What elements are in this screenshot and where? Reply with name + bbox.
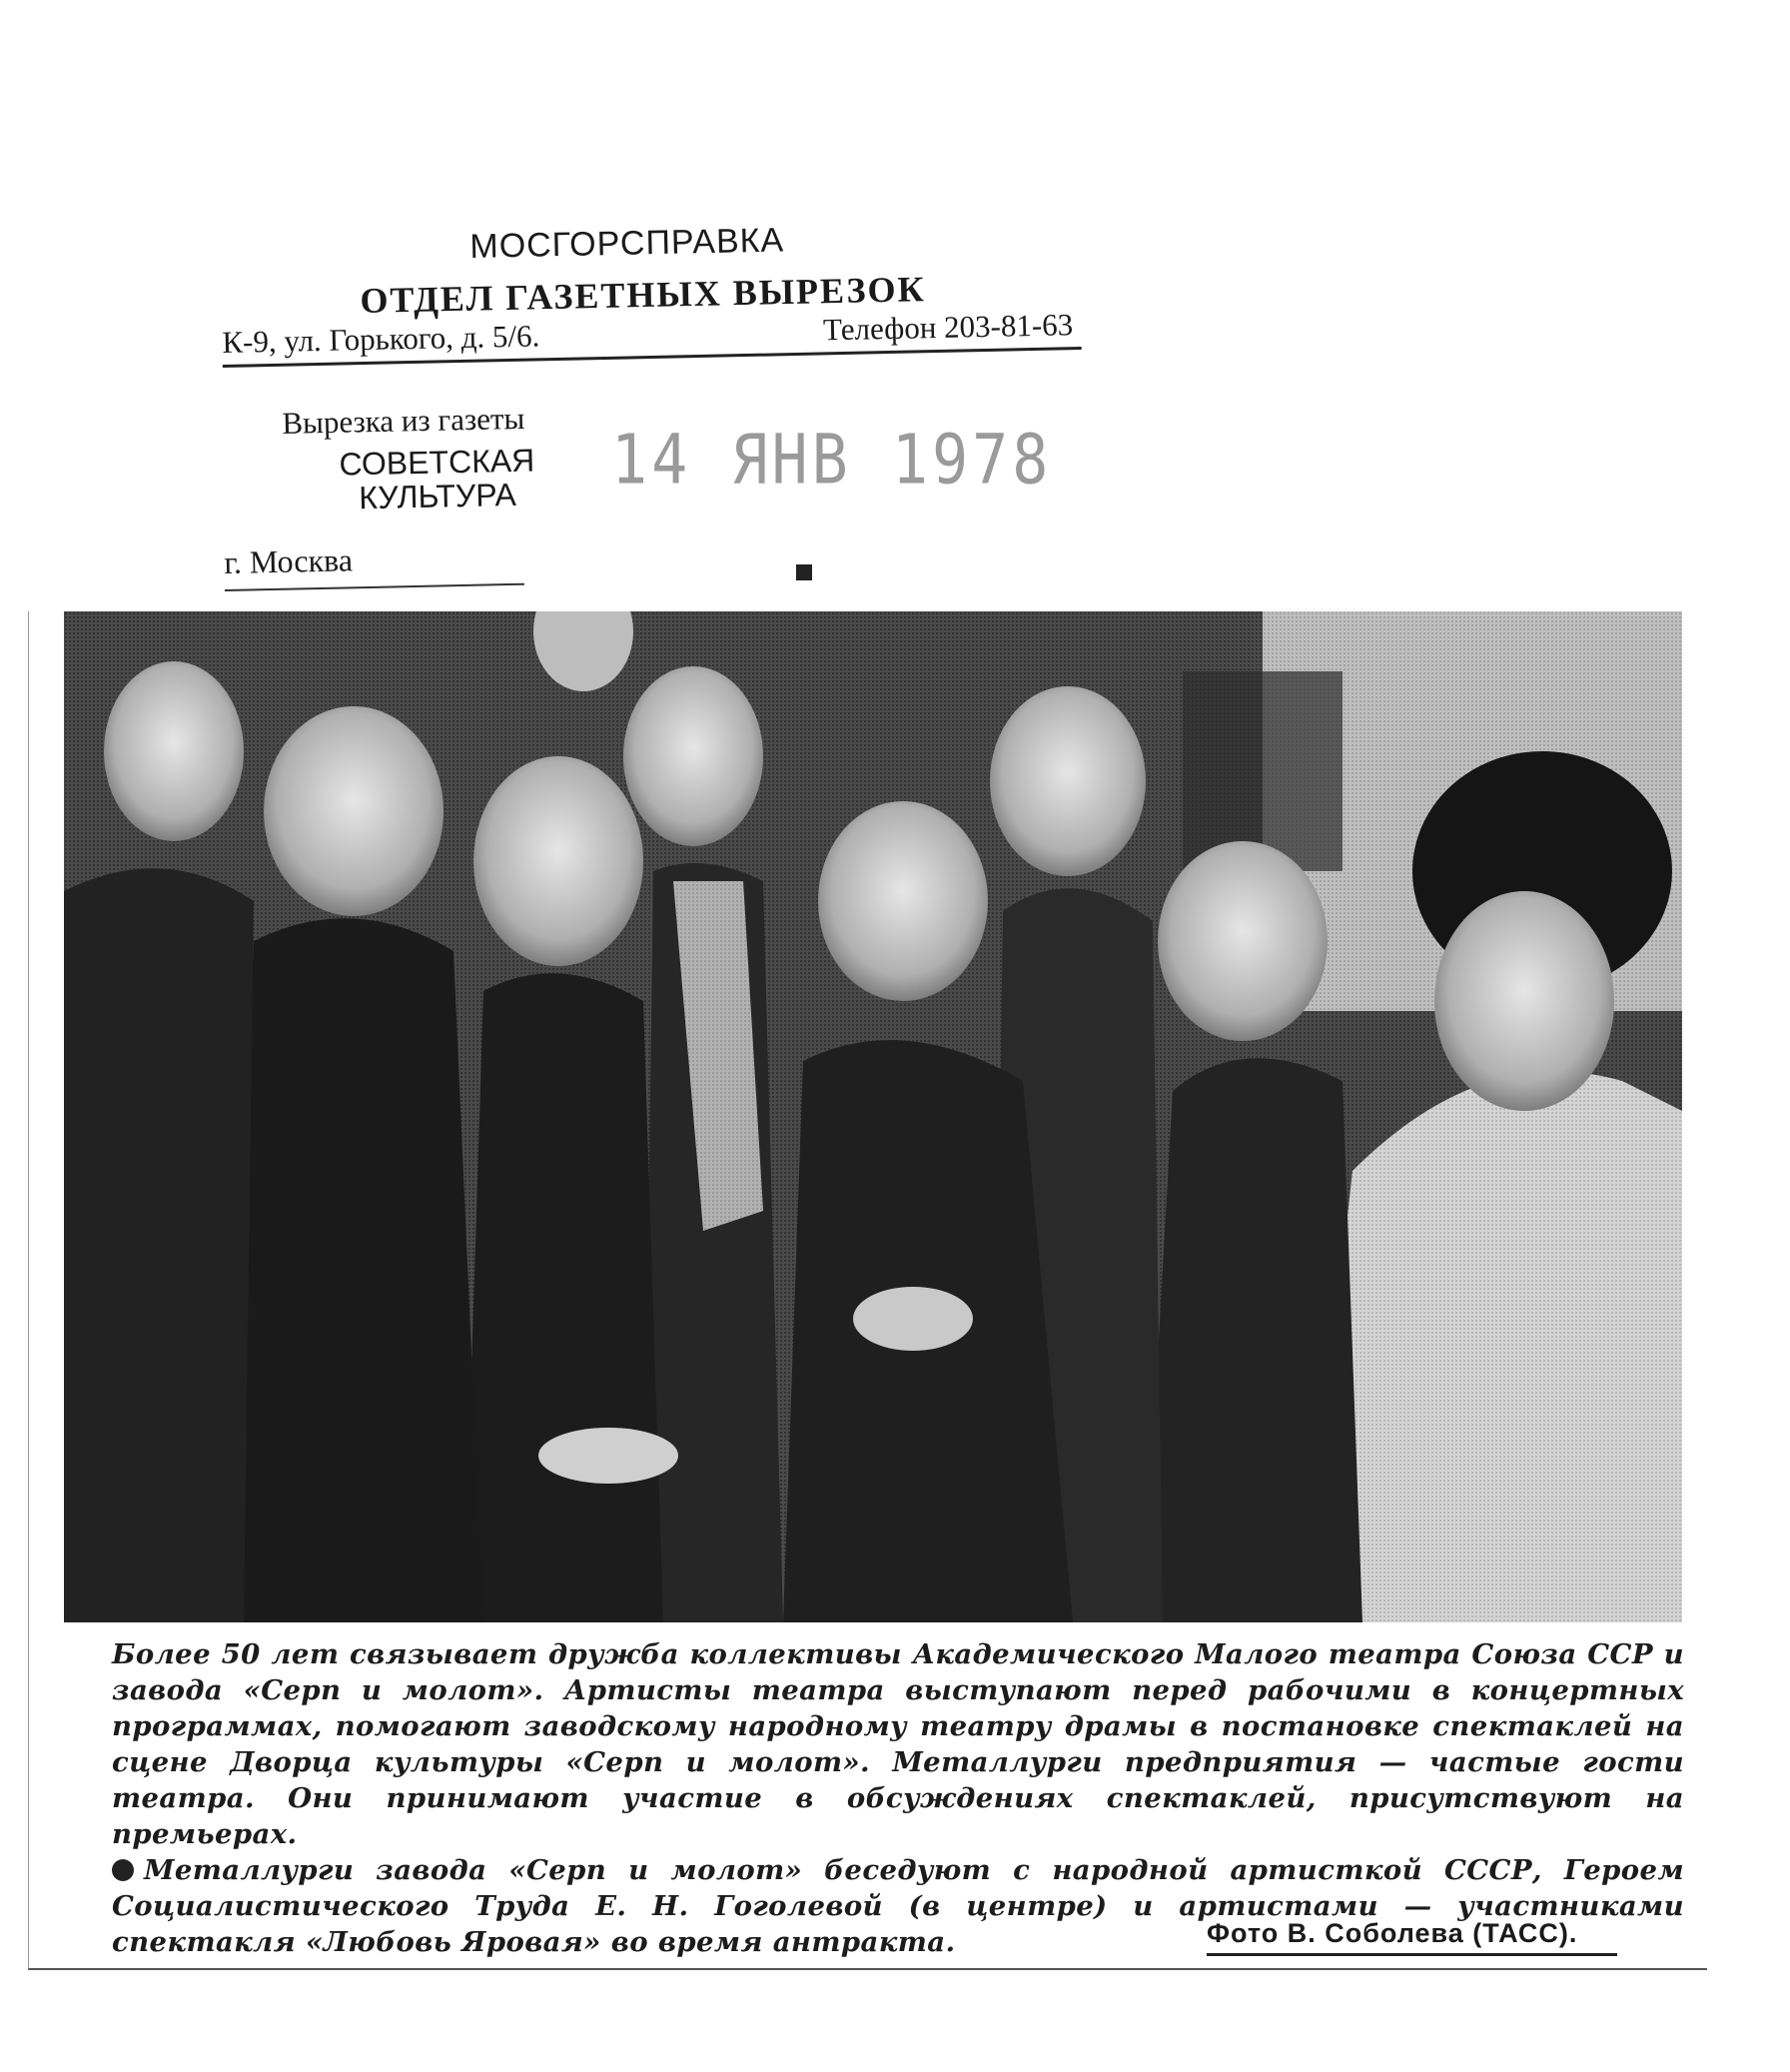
agency-name: МОСГОРСПРАВКА bbox=[469, 221, 785, 266]
photo-bullet-icon bbox=[112, 1859, 134, 1881]
department-name: ОТДЕЛ ГАЗЕТНЫХ ВЫРЕЗОК bbox=[360, 269, 926, 321]
photo-caption bbox=[112, 1636, 1684, 1960]
clipping-label: Вырезка из газеты bbox=[282, 400, 525, 441]
newspaper-name-line1: СОВЕТСКАЯ bbox=[339, 442, 535, 483]
phone-number: Телефон 203-81-63 bbox=[822, 307, 1074, 348]
date-stamp: 14 ЯНВ 1978 bbox=[611, 420, 1053, 501]
newspaper-name bbox=[322, 443, 552, 516]
caption-paragraph-2-text: Металлурги завода «Серп и молот» беседуют с народной артисткой СССР, Героем Социалистического Труда Е. Н. Гоголевой (в центре) и артистами — участниками спектакля «Любовь Яровая» во время антракта. bbox=[112, 1854, 1684, 1958]
caption-paragraph-1: Более 50 лет связывает дружба коллективы Академического Малого театра Союза ССР и завода «Серп и молот». Артисты театра выступают перед рабочими в концертных программах, помогают заводскому народному театру драмы в постановке спектаклей на сцене Дворца культуры «Серп и молот». Металлурги предприятия — частые гости театра. Они принимают участие в обсуждениях спектаклей, присутствуют на премьерах. bbox=[112, 1638, 1684, 1850]
city-label: г. Москва bbox=[224, 538, 524, 591]
news-photo bbox=[64, 611, 1682, 1622]
address-line bbox=[222, 307, 1082, 368]
photo-credit: Фото В. Соболева (ТАСС). bbox=[1207, 1918, 1617, 1956]
address: К-9, ул. Горького, д. 5/6. bbox=[222, 318, 540, 360]
printer-mark bbox=[796, 564, 812, 580]
newspaper-name-line2: КУЛЬТУРА bbox=[358, 476, 517, 517]
